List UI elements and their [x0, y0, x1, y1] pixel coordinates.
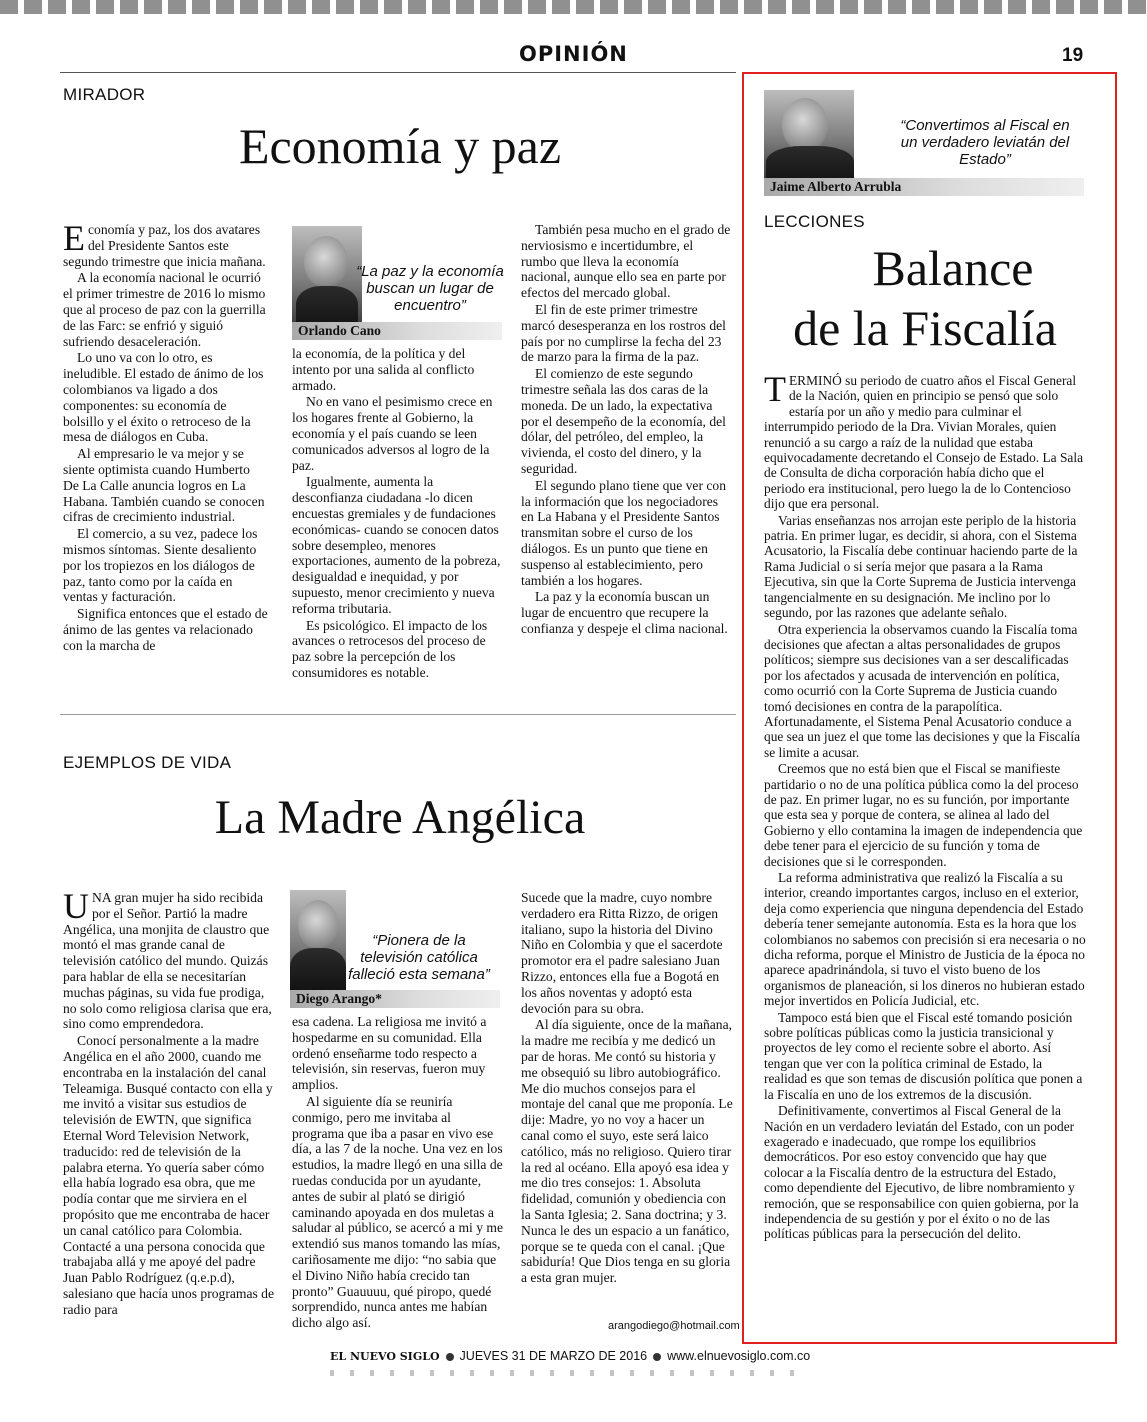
paragraph: NA gran mujer ha sido recibida por el Señor. Partió la madre Angélica, una monjita de claustro que montó el mas grande canal de televisión católico del mundo. Quizás para hablar de ella se necesitarían muchas páginas, su vida fue prodiga, no solo como religiosa clarisa que era, sino como emprendedora.: [63, 890, 272, 1032]
section-header: OPINIÓN: [519, 42, 628, 66]
paragraph: La paz y la economía buscan un lugar de encuentro que recupere la confianza y despeje el clima nacional.: [521, 589, 728, 636]
mirador-section-label: MIRADOR: [63, 85, 146, 104]
lecciones-dropcap: T: [764, 369, 786, 409]
author-photo-orlando-cano: [292, 226, 362, 326]
footer-url: www.elnuevosiglo.com.co: [667, 1349, 811, 1363]
mirador-column-1: [63, 218, 269, 655]
paragraph: ERMINÓ su periodo de cuatro años el Fiscal General de la Nación, quien en principio se pensó que solo estaría por un año y medio para culminar el interrumpido periodo de la Dra. Vivian Morales, quien renunció a su cargo a raíz de la nulidad que estaba equivocadamente decretando el Consejo de Estado. La Sala de Consulta de dicha corporación había dicho que el periodo era institucional, pero luego la de lo Contencioso dijo que era personal.: [764, 373, 1084, 512]
paragraph: La reforma administrativa que realizó la Fiscalía a su interior, creando importantes cargos, incluso en el exterior, deja como experiencia que ninguna dependencia del Estado debería tener semejante autonomía. Esta es la hora que los colombianos no sabemos con precisión si era necesaria o no dicha reforma, porque el Ministro de Justicia de la época no aparece apadrinándola, si tuvo el visto bueno de los organismos de planeación, si los dineros no hubieran estado mejor invertidos en Policía Judicial, etc.: [764, 870, 1086, 1009]
paragraph: Lo uno va con lo otro, es ineludible. El estado de ánimo de los colombianos va ligado a dos componentes: su economía de bolsillo y el éxito o retroceso de la mesa de diálogos en Cuba.: [63, 350, 264, 445]
paragraph: Es psicológico. El impacto de los avances o retrocesos del proceso de paz sobre la percepción de los consumidores es notable.: [292, 617, 488, 680]
mirador-column-2: [292, 346, 501, 682]
mirador-column-3: [521, 222, 731, 638]
ejemplos-dropcap: U: [63, 886, 89, 926]
author-photo-jaime-arrubla: [764, 90, 854, 180]
paragraph: También pesa mucho en el grado de nerviosismo e incertidumbre, el rumbo que lleva la economía nacional, aunque ello sea en parte por efectos del mercado global.: [521, 222, 731, 301]
paragraph: Significa entonces que el estado de ánimo de las gentes va relacionado con la marcha de: [63, 606, 268, 653]
ejemplos-pull-quote: “Pionera de la televisión católica falleció esta semana”: [348, 932, 490, 983]
paragraph: la economía, de la política y del intento por una salida al conflicto armado.: [292, 346, 475, 393]
section-divider: [60, 714, 736, 715]
ejemplos-section-label: EJEMPLOS DE VIDA: [63, 753, 232, 772]
footer-brand: EL NUEVO SIGLO: [330, 1350, 440, 1363]
lecciones-headline-line-1: Balance: [872, 240, 1034, 296]
paragraph: Creemos que no está bien que el Fiscal se manifieste partidario o no de una política pública como la del proceso de paz. En primer lugar, no es su función, por importante que esta sea y porque de contera, se alinea al lado del Gobierno y ello contamina la imagen de independencia que debe tener para el ejercicio de su función y toma de decisiones que si le corresponden.: [764, 761, 1083, 869]
paragraph: Igualmente, aumenta la desconfianza ciudadana -lo dicen encuestas gremiales y de fundaciones económicas- cuando se conocen datos sobre desempleo, menores exportaciones, aumento de la pobreza, desigualdad e inequidad, y por supuesto, menor crecimiento y nueva reforma tributaria.: [292, 474, 501, 616]
paragraph: esa cadena. La religiosa me invitó a hospedarme en su comunidad. Ella ordenó enseñarme todo respecto a televisión, sin reservas, fueron muy amplios.: [292, 1014, 487, 1093]
footer-date: JUEVES 31 DE MARZO DE 2016: [459, 1349, 648, 1363]
ejemplos-column-2: [292, 1014, 505, 1332]
paragraph: El fin de este primer trimestre marcó desesperanza en los rostros del país por no cumplirse la fecha del 23 de marzo para la firma de la paz.: [521, 301, 726, 365]
author-photo-diego-arango: [290, 890, 346, 990]
paragraph: Conocí personalmente a la madre Angélica en el año 2000, cuando me encontraba en la instalación del canal Teleamiga. Busqué contacto con ella y me invitó a visitar sus estudios de televisión de EWTN, que significa Eternal Word Television Network, traducido: red de televisión de la palabra eterna. Yo quería saber cómo ella había logrado esa obra, que me podía contar que me sirviera en el propósito que me encontraba de hacer un canal católico para Colombia. Contacté a una persona conocida que trabajaba allá y me apoyé del padre Juan Pablo Rodríguez (q.e.p.d), salesiano que hacía unos programas de radio para: [63, 1033, 275, 1317]
lecciones-headline-line-2: de la Fiscalía: [793, 300, 1057, 356]
bullet-icon: [653, 1353, 661, 1361]
ejemplos-author-nameplate: Diego Arango*: [290, 990, 500, 1008]
paragraph: El comienzo de este segundo trimestre señala las dos caras de la moneda. De un lado, la expectativa por el desempeño de la economía, del dólar, del petróleo, del empleo, la vivienda, el costo del dinero, y la seguridad.: [521, 366, 726, 476]
paragraph: El comercio, a su vez, padece los mismos síntomas. Siente desaliento por los tropiezos en los diálogos de paz, tanto como por la caída en ventas y facturación.: [63, 526, 258, 605]
paragraph: Al día siguiente, once de la mañana, la madre me recibía y me dedicó un par de horas. Me contó su historia y me obsequió su libro autobiográfico. Me dio muchos consejos para el montaje del canal que me proponía. Le dije: Madre, yo no voy a hacer un canal como el suyo, este será laico católico, más no religioso. Quiero tirar la red al océano. Ella apoyó esa idea y me dio tres consejos: 1. Absoluta fidelidad, comunión y obediencia con la Santa Iglesia; 2. Sana doctrina; y 3. Nunca le des un espacio a un fanático, porque se te queda con el canal. ¡Que sabiduría! Que Dios tenga en su gloria a esta gran mujer.: [521, 1017, 733, 1286]
mirador-headline: Economía y paz: [238, 118, 562, 174]
paragraph: Definitivamente, convertimos al Fiscal General de la Nación en un verdadero leviatán del Estado, con un poder exagerado e inadecuado, que rompe los equilibrios democráticos. Por eso estoy convencido que hay que colocar a la Fiscalía dentro de la estructura del Estado, como dependiente del Ejecutivo, de libre nombramiento y remoción, que se responsabilice con quien gobierna, por la independencia de su gestión y por el éxito o no de las políticas públicas para la persecución del delito.: [764, 1103, 1079, 1242]
page-footer: [330, 1349, 830, 1363]
header-rule: [60, 72, 736, 73]
lecciones-section-label: LECCIONES: [764, 212, 865, 231]
paragraph: Otra experiencia la observamos cuando la Fiscalía toma decisiones que afectan a altas personalidades de grupos políticos; siempre sus decisiones van a ser descalificadas por los afectados y acusada de intervención en política, como ocurrió con la Corte Suprema de Justicia cuando tomó decisiones en contra de la parapolítica. Afortunadamente, el Sistema Penal Acusatorio conduce a que sea un juez el que tome las decisiones y que la Fiscalía se limite a acusar.: [764, 621, 1081, 760]
bottom-edge-strip: [330, 1370, 810, 1376]
page-number: 19: [1062, 45, 1084, 66]
paragraph: Varias enseñanzas nos arrojan este periplo de la historia patria. En primer lugar, es decidir, si ahora, con el Sistema Acusatorio, la Fiscalía debe continuar haciendo parte de la Rama Judicial o si sería mejor que pasara a la Rama Ejecutiva, sin que la Corte Suprema de Justicia intervenga tangencialmente en su designación. Me inclino por lo segundo, por las razones que adelante señalo.: [764, 512, 1078, 621]
paragraph: Sucede que la madre, cuyo nombre verdadero era Ritta Rizzo, de origen italiano, supo la historia del Divino Niño en Colombia y que el sacerdote promotor era el padre salesiano Juan Rizzo, entonces ella fue a Bogotá en los años noventas y adoptó esta devoción para su obra.: [521, 890, 723, 1016]
paragraph: No en vano el pesimismo crece en los hogares frente al Gobierno, la economía y el país cuando se leen comunicados adversos al logro de la paz.: [292, 394, 493, 473]
paragraph: conomía y paz, los dos avatares del Presidente Santos este segundo trimestre que inicia mañana.: [63, 222, 266, 269]
ejemplos-column-3: [521, 890, 735, 1287]
ejemplos-headline: La Madre Angélica: [214, 791, 586, 844]
top-edge-strip: [0, 0, 1147, 14]
mirador-author-nameplate: Orlando Cano: [292, 322, 502, 340]
ejemplos-column-1: [63, 886, 275, 1319]
paragraph: El segundo plano tiene que ver con la información que los negociadores en La Habana y el Presidente Santos transmitan sobre el curso de los diálogos. Es un punto que tiene en suspenso al establecimiento, pero también a los hogares.: [521, 477, 727, 588]
paragraph: A la economía nacional le ocurrió el primer trimestre de 2016 lo mismo que al proceso de paz con la guerrilla de las Farc: se enfrió y siguió sufriendo desaceleración.: [63, 270, 266, 349]
paragraph: Al empresario le va mejor y se siente optimista cuando Humberto De La Calle anuncia logros en La Habana. También cuando se conocen cifras de crecimiento industrial.: [63, 446, 265, 525]
author-email: arangodiego@hotmail.com: [608, 1320, 740, 1332]
lecciones-pull-quote: “Convertimos al Fiscal en un verdadero leviatán del Estado”: [900, 117, 1070, 168]
paragraph: Tampoco está bien que el Fiscal esté tomando posición sobre políticas públicas como la justicia transicional y proyectos de ley como el reciente sobre el aborto. Así tengan que ver con la política criminal de Estado, la realidad es que son temas de discusión política que ponen a la Fiscalía en uno de los extremos de la discusión.: [764, 1009, 1083, 1102]
bullet-icon: [446, 1353, 454, 1361]
paragraph: Al siguiente día se reuniría conmigo, pero me invitaba al programa que iba a pasar en vivo ese día, a las 7 de la noche. Una vez en los estudios, la madre llegó en una silla de ruedas conducida por un ayudante, antes de subir al plató se dirigió caminando apoyada en dos muletas a saludar al público, se acercó a mi y me extendió sus manos tomando las mías, cariñosamente me dijo: “no sabia que el Divino Niño había crecido tan pronto” Guauuuu, qué piropo, quedé sorprendido, nunca antes me habían dicho algo así.: [292, 1093, 503, 1331]
mirador-pull-quote: “La paz y la economía buscan un lugar de encuentro”: [356, 263, 504, 314]
lecciones-column: [764, 369, 1086, 1243]
lecciones-author-nameplate: Jaime Alberto Arrubla: [764, 178, 1084, 196]
mirador-dropcap: E: [63, 218, 85, 258]
